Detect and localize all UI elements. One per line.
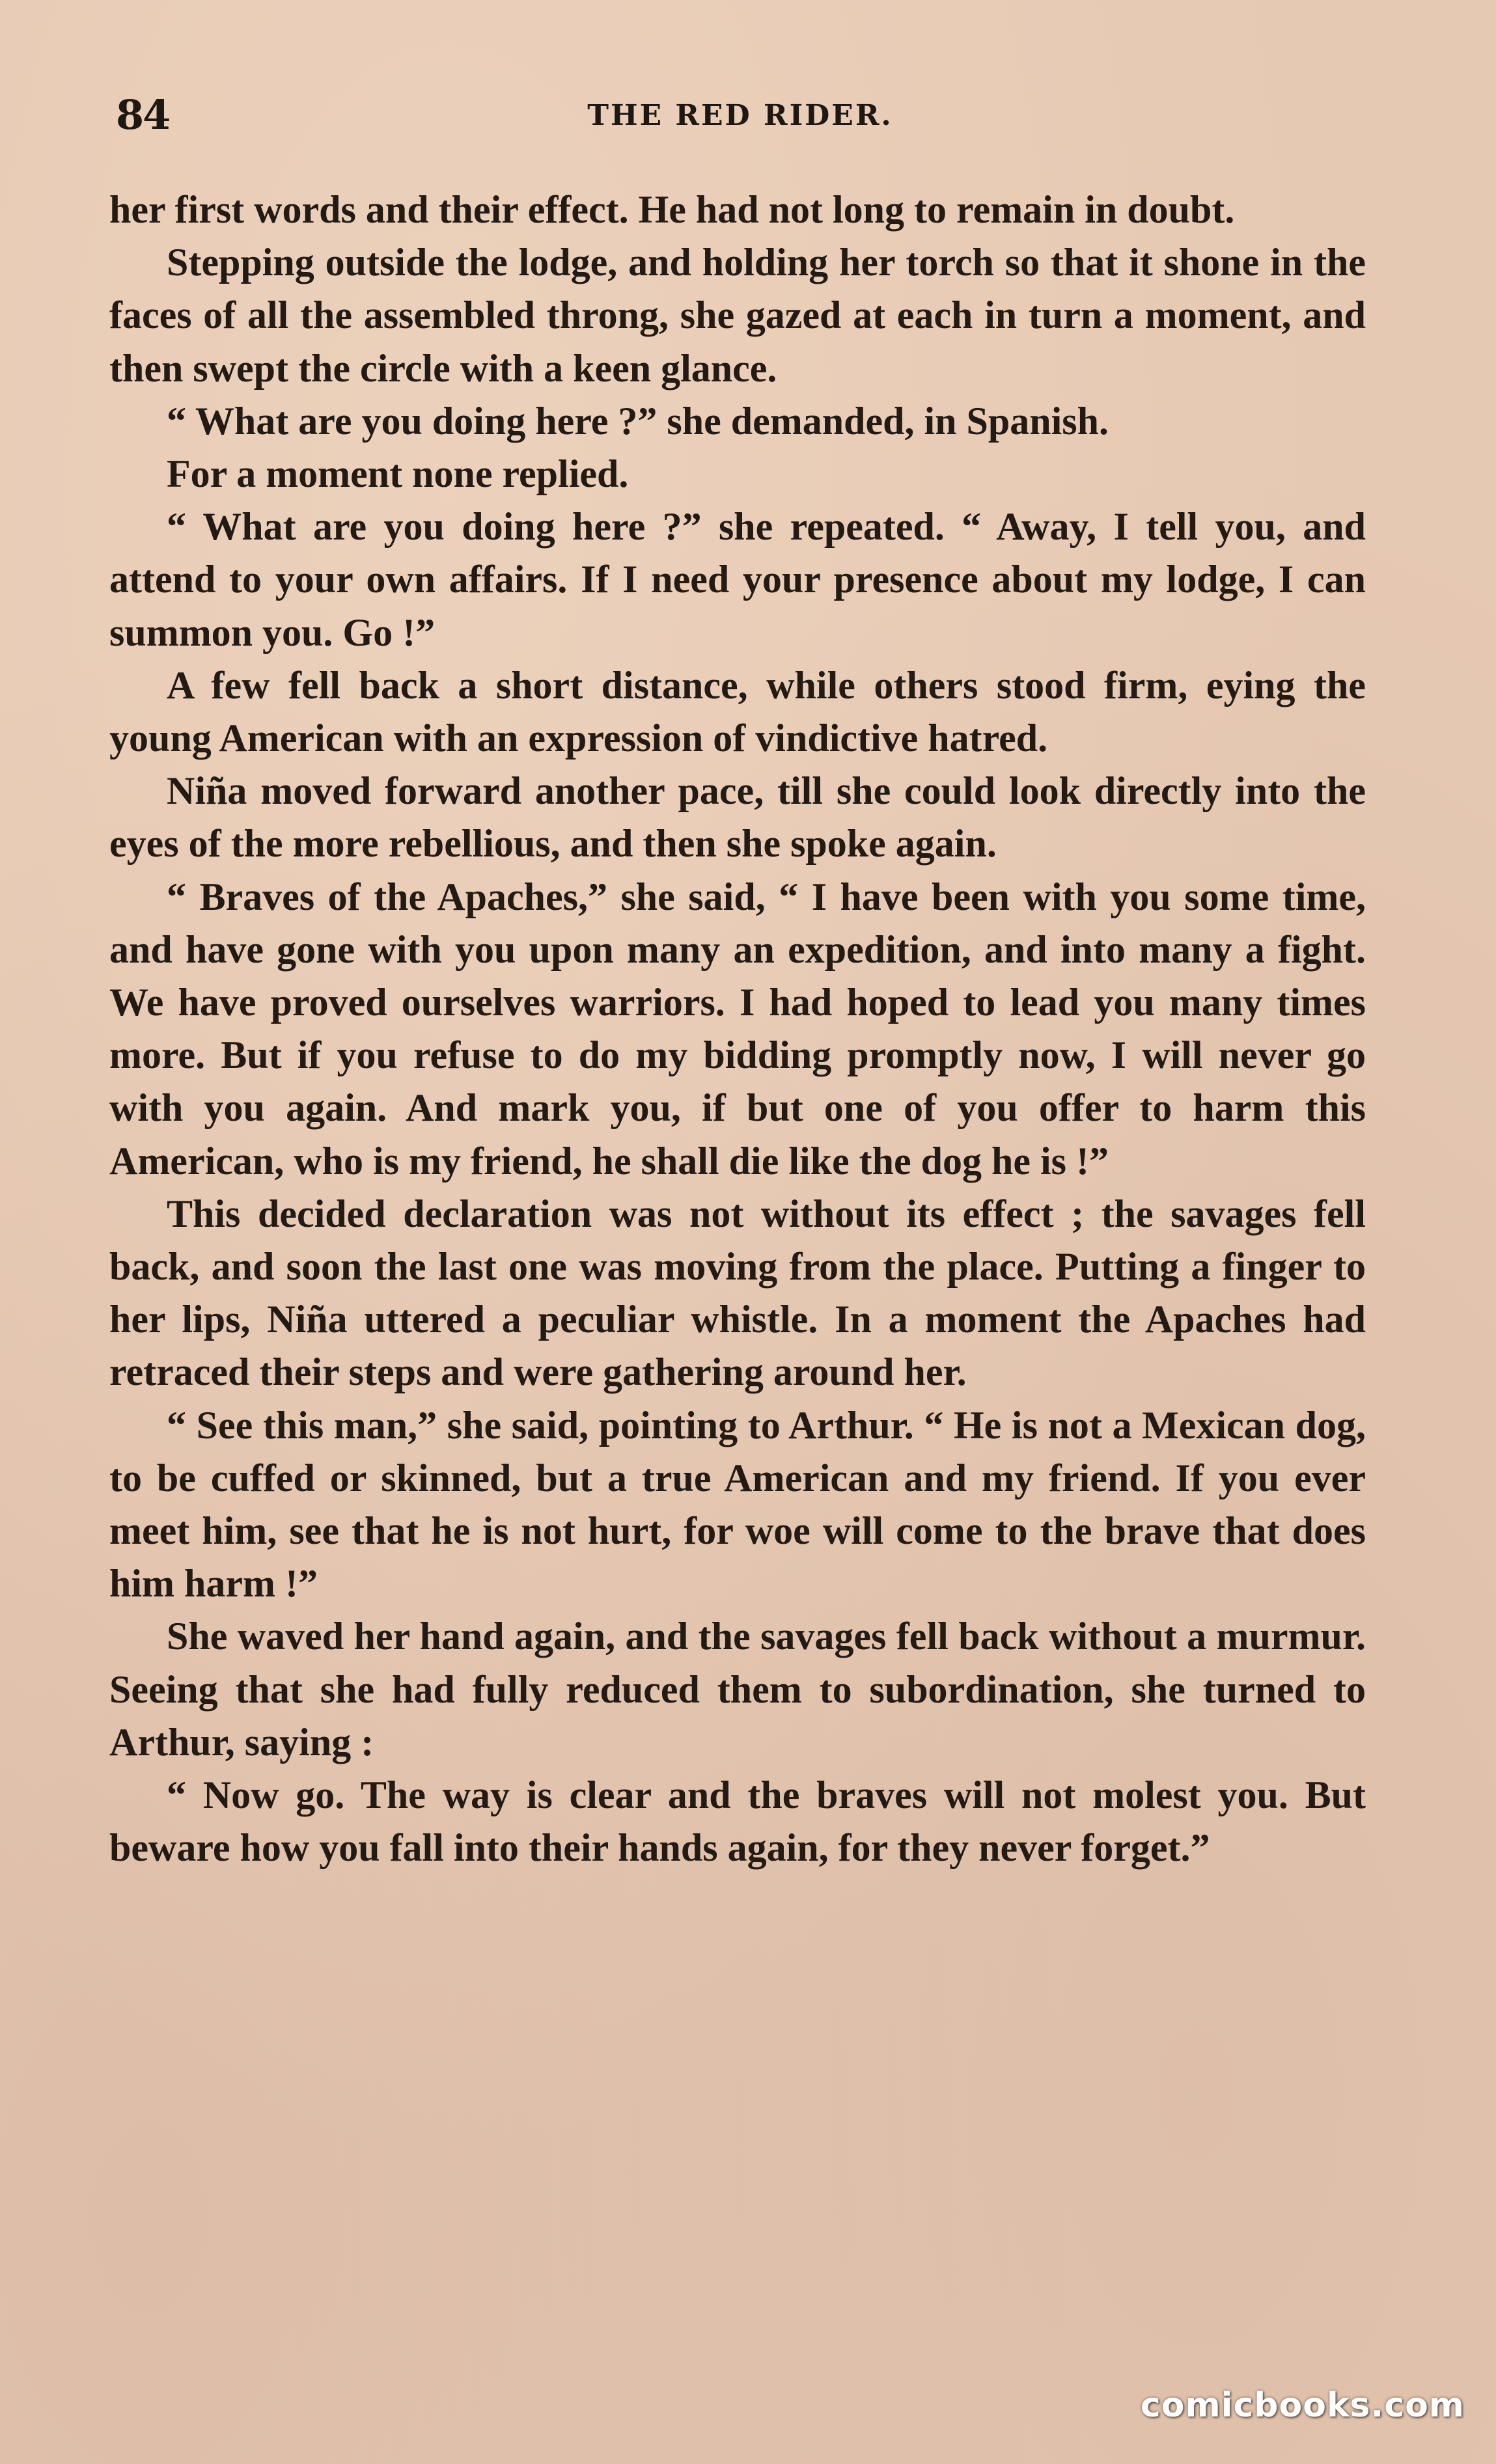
paragraph: “ Now go. The way is clear and the braves will not molest you. But beware how you fall into their hands again, for they never forget.” xyxy=(109,1773,1366,1870)
paragraph: For a moment none replied. xyxy=(167,452,629,496)
paragraph: Stepping outside the lodge, and holding her torch so that it shone in the faces of all the assembled throng, she gazed at each in turn a moment, and then swept the circle with a keen glance. xyxy=(109,241,1366,390)
paragraph: “ Braves of the Apaches,” she said, “ I have been with you some time, and have gone with you upon many an expedition, and into many a fight. We have proved ourselves warriors. I had hoped to lead you many times more. But if you refuse to do my bidding promptly now, I will never go with you again. And mark you, if but one of you offer to harm this American, who is my friend, he shall die like the dog he is !” xyxy=(109,875,1366,1183)
paragraph: A few fell back a short distance, while others stood firm, eying the young American with an expression of vindictive hatred. xyxy=(109,663,1366,760)
paragraph: This decided declaration was not without its effect ; the savages fell back, and soon the last one was moving from the place. Putting a finger to her lips, Niña uttered a peculiar whistle. In a moment the Apaches had retraced their steps and were gathering around her. xyxy=(109,1192,1366,1394)
body-text xyxy=(109,184,1366,1875)
paragraph: Niña moved forward another pace, till she could look directly into the eyes of the more rebellious, and then she spoke again. xyxy=(109,769,1366,866)
page-number: 84 xyxy=(116,91,170,139)
page-header xyxy=(116,91,1364,150)
paragraph: her first words and their effect. He had not long to remain in doubt. xyxy=(109,188,1235,231)
paragraph: “ What are you doing here ?” she repeated. “ Away, I tell you, and attend to your own affairs. If I need your presence about my lodge, I can summon you. Go !” xyxy=(109,505,1366,654)
paragraph: She waved her hand again, and the savages fell back without a murmur. Seeing that she had fully reduced them to subordination, she turned to Arthur, saying : xyxy=(109,1615,1366,1764)
watermark: comicbooks.com xyxy=(1140,2386,1465,2425)
running-head: THE RED RIDER. xyxy=(587,99,893,132)
paragraph: “ See this man,” she said, pointing to Arthur. “ He is not a Mexican dog, to be cuffed or skinned, but a true American and my friend. If you ever meet him, see that he is not hurt, for woe will come to the brave that does him harm !” xyxy=(109,1403,1366,1606)
paragraph: “ What are you doing here ?” she demanded, in Spanish. xyxy=(167,399,1109,443)
